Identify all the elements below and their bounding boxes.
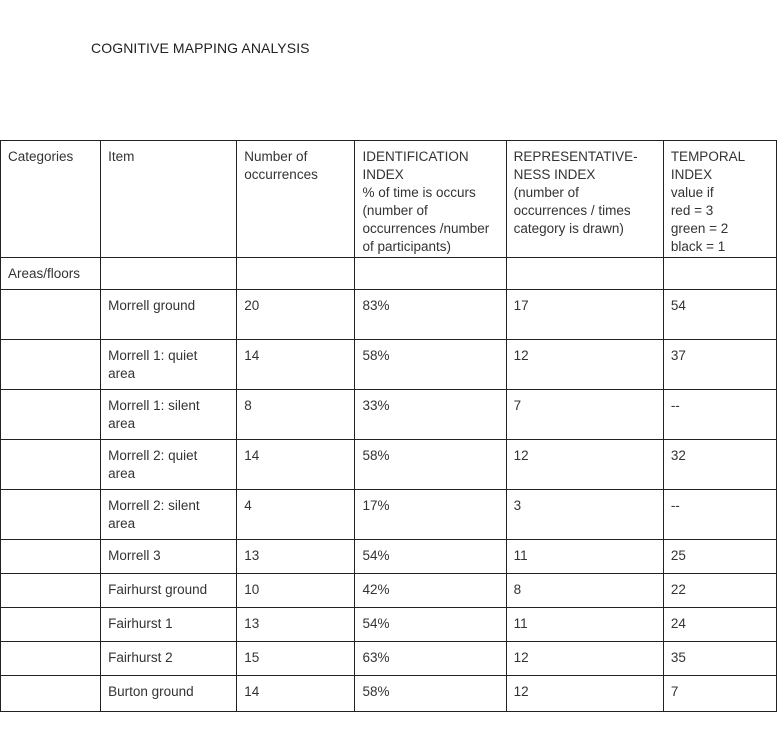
item-cell: Fairhurst ground	[101, 574, 237, 608]
temporal-cell: 35	[663, 642, 776, 676]
occurrences-cell: 20	[237, 290, 355, 340]
category-cell	[1, 642, 101, 676]
identification-cell: 58%	[355, 440, 506, 490]
cognitive-mapping-table	[0, 140, 777, 712]
table-row	[1, 490, 777, 540]
header-line: INDEX	[362, 167, 404, 182]
occurrences-cell: 13	[237, 540, 355, 574]
occurrences-cell: 13	[237, 608, 355, 642]
header-line: % of time is occurs	[362, 185, 476, 200]
table-row	[1, 676, 777, 712]
header-line: (number of	[362, 203, 428, 218]
header-row	[1, 141, 777, 258]
category-cell	[1, 390, 101, 440]
header-line: occurrences /number	[362, 221, 490, 236]
document-title: COGNITIVE MAPPING ANALYSIS	[91, 40, 310, 56]
section-row	[1, 258, 777, 290]
header-line: INDEX	[670, 167, 713, 182]
item-cell: Morrell 2: silent area	[101, 490, 237, 540]
identification-cell: 63%	[355, 642, 506, 676]
representativeness-cell: 11	[506, 608, 663, 642]
item-cell: Morrell 2: quiet area	[101, 440, 237, 490]
identification-cell: 58%	[355, 340, 506, 390]
category-cell	[1, 490, 101, 540]
header-occurrences	[237, 141, 355, 258]
table-row	[1, 608, 777, 642]
occurrences-cell: 14	[237, 440, 355, 490]
header-categories: Categories	[1, 141, 101, 258]
header-line: category is drawn)	[513, 221, 624, 236]
temporal-cell: 25	[663, 540, 776, 574]
representativeness-cell: 12	[506, 642, 663, 676]
header-line: REPRESENTATIVE-	[513, 149, 638, 164]
table-row	[1, 340, 777, 390]
header-line: Number of	[244, 149, 308, 164]
table-row	[1, 440, 777, 490]
item-cell: Fairhurst 2	[101, 642, 237, 676]
identification-cell: 33%	[355, 390, 506, 440]
representativeness-cell: 12	[506, 440, 663, 490]
occurrences-cell: 14	[237, 340, 355, 390]
identification-cell: 83%	[355, 290, 506, 340]
identification-cell: 58%	[355, 676, 506, 712]
category-cell	[1, 540, 101, 574]
identification-cell: 54%	[355, 608, 506, 642]
temporal-cell: 7	[663, 676, 776, 712]
identification-cell: 17%	[355, 490, 506, 540]
header-line: IDENTIFICATION	[362, 149, 469, 164]
item-cell: Morrell 1: quiet area	[101, 340, 237, 390]
representativeness-cell: 12	[506, 340, 663, 390]
header-line: green = 2	[670, 221, 729, 236]
occurrences-cell: 8	[237, 390, 355, 440]
category-cell	[1, 574, 101, 608]
temporal-cell: 24	[663, 608, 776, 642]
header-representativeness-index	[506, 141, 663, 258]
representativeness-cell: 8	[506, 574, 663, 608]
temporal-cell: --	[663, 490, 776, 540]
header-line: occurrences	[244, 167, 318, 182]
item-cell: Morrell 1: silent area	[101, 390, 237, 440]
header-line: TEMPORAL	[670, 149, 746, 164]
table-row	[1, 574, 777, 608]
empty-cell	[101, 258, 237, 290]
category-cell	[1, 608, 101, 642]
representativeness-cell: 17	[506, 290, 663, 340]
item-cell: Fairhurst 1	[101, 608, 237, 642]
header-temporal-index	[663, 141, 776, 258]
table-row	[1, 290, 777, 340]
header-item: Item	[101, 141, 237, 258]
item-cell: Burton ground	[101, 676, 237, 712]
temporal-cell: 54	[663, 290, 776, 340]
temporal-cell: --	[663, 390, 776, 440]
temporal-cell: 32	[663, 440, 776, 490]
representativeness-cell: 11	[506, 540, 663, 574]
header-line: (number of	[513, 185, 579, 200]
header-line: black = 1	[670, 239, 726, 254]
representativeness-cell: 12	[506, 676, 663, 712]
empty-cell	[506, 258, 663, 290]
header-line: value if	[670, 185, 714, 200]
occurrences-cell: 10	[237, 574, 355, 608]
occurrences-cell: 4	[237, 490, 355, 540]
category-cell	[1, 676, 101, 712]
table-row	[1, 540, 777, 574]
occurrences-cell: 14	[237, 676, 355, 712]
section-label: Areas/floors	[1, 258, 101, 290]
representativeness-cell: 7	[506, 390, 663, 440]
temporal-cell: 37	[663, 340, 776, 390]
category-cell	[1, 290, 101, 340]
item-cell: Morrell 3	[101, 540, 237, 574]
table-row	[1, 642, 777, 676]
header-line: of participants)	[362, 239, 451, 254]
identification-cell: 42%	[355, 574, 506, 608]
identification-cell: 54%	[355, 540, 506, 574]
header-identification-index	[355, 141, 506, 258]
header-line: occurrences / times	[513, 203, 631, 218]
category-cell	[1, 440, 101, 490]
header-line: red = 3	[670, 203, 714, 218]
empty-cell	[663, 258, 776, 290]
occurrences-cell: 15	[237, 642, 355, 676]
empty-cell	[237, 258, 355, 290]
temporal-cell: 22	[663, 574, 776, 608]
empty-cell	[355, 258, 506, 290]
table-row	[1, 390, 777, 440]
representativeness-cell: 3	[506, 490, 663, 540]
category-cell	[1, 340, 101, 390]
item-cell: Morrell ground	[101, 290, 237, 340]
header-line: NESS INDEX	[513, 167, 596, 182]
